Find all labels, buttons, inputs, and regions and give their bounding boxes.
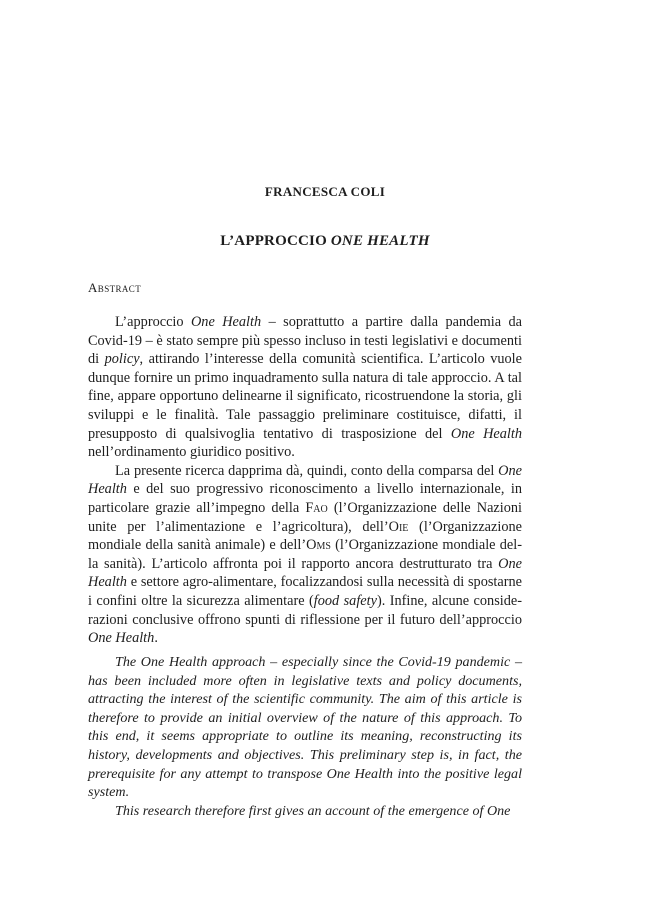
article-title xyxy=(0,233,650,250)
english-paragraph xyxy=(88,802,522,821)
italian-text-segment: food safety xyxy=(313,592,377,609)
italian-paragraph xyxy=(88,462,522,648)
italian-text-segment: Oms xyxy=(306,537,331,554)
italian-text-segment: – soprattutto a partire dalla pandemia da Covid-19 – è stato sempre più spesso incluso in testi legislativi e documenti di xyxy=(88,314,522,368)
italian-text-segment: ). Infine, alcune considerazioni conclusive offrono spunti di riflessione per il futuro dell’approccio xyxy=(88,592,522,628)
italian-text-segment: policy xyxy=(104,351,140,368)
author-name: FRANCESCA COLI xyxy=(264,184,386,199)
italian-text-segment: One Health xyxy=(190,314,262,330)
title-emphasis: ONE HEALTH xyxy=(330,233,430,249)
italian-text-segment: Oie xyxy=(388,518,409,535)
english-paragraph xyxy=(88,653,522,802)
italian-text-segment: , attirando l’interesse della comunità scientifica. L’articolo vuole dunque fornire un primo inquadramento sulla natura di tale approccio. A tal fine, appare opportuno delinearne il significato, ricostruendone la storia, gli sviluppi e le finalità. Tale passaggio preliminare costituisce, difatti, il presupposto di qualsivoglia tentativo di trasposizione del xyxy=(88,351,522,442)
abstract-heading: Abstract xyxy=(88,280,142,295)
italian-text-segment: Fao xyxy=(305,499,328,516)
italian-text-segment: One Health xyxy=(88,462,522,498)
italian-text-segment: (l’Organizzazione mondiale della sanità). L’articolo affronta poi il rapporto ancora destrutturato tra xyxy=(88,537,523,572)
italian-text-segment: e settore agro-alimentare, focalizzandosi sulla necessità di spostarne i confini oltre la sicurezza alimentare ( xyxy=(88,574,522,609)
italian-text-segment: (l’Organizzazione delle Nazioni unite per l’alimentazione e l’agricoltura), dell’ xyxy=(88,499,522,535)
english-text-segment: The One Health approach – especially since the Covid-19 pandemic – has been included more often in legislative texts and policy documents, attracting the interest of the scientific community. The aim of this article is therefore to provide an initial overview of the nature of this approach. To this end, it seems appropriate to outline its meaning, reconstructing its history, developments and objectives. This preliminary step is, in fact, the prerequisite for any attempt to transpose One Health into the positive legal system. xyxy=(88,654,522,801)
italian-text-segment: nell’ordinamento giuridico positivo. xyxy=(88,444,295,461)
abstract-english xyxy=(88,653,522,820)
italian-text-segment: One Health xyxy=(88,555,522,591)
italian-paragraph xyxy=(88,313,522,462)
italian-text-segment: e del suo progressivo riconoscimento a livello internazionale, in particolare grazie all’impegno della xyxy=(88,481,522,516)
italian-text-segment: L’approccio xyxy=(115,314,191,330)
italian-text-segment: . xyxy=(154,630,158,647)
abstract-italian xyxy=(88,313,522,648)
italian-text-segment: One Health xyxy=(88,630,155,647)
english-text-segment: This research therefore first gives an account of the emergence of One xyxy=(115,802,511,819)
italian-text-segment: One Health xyxy=(450,425,522,442)
title-prefix: L’APPROCCIO xyxy=(220,233,331,249)
italian-text-segment: La presente ricerca dapprima dà, quindi, conto della comparsa del xyxy=(115,462,499,479)
italian-text-segment: (l’Organizzazione mondiale della sanità animale) e dell’ xyxy=(88,518,522,554)
